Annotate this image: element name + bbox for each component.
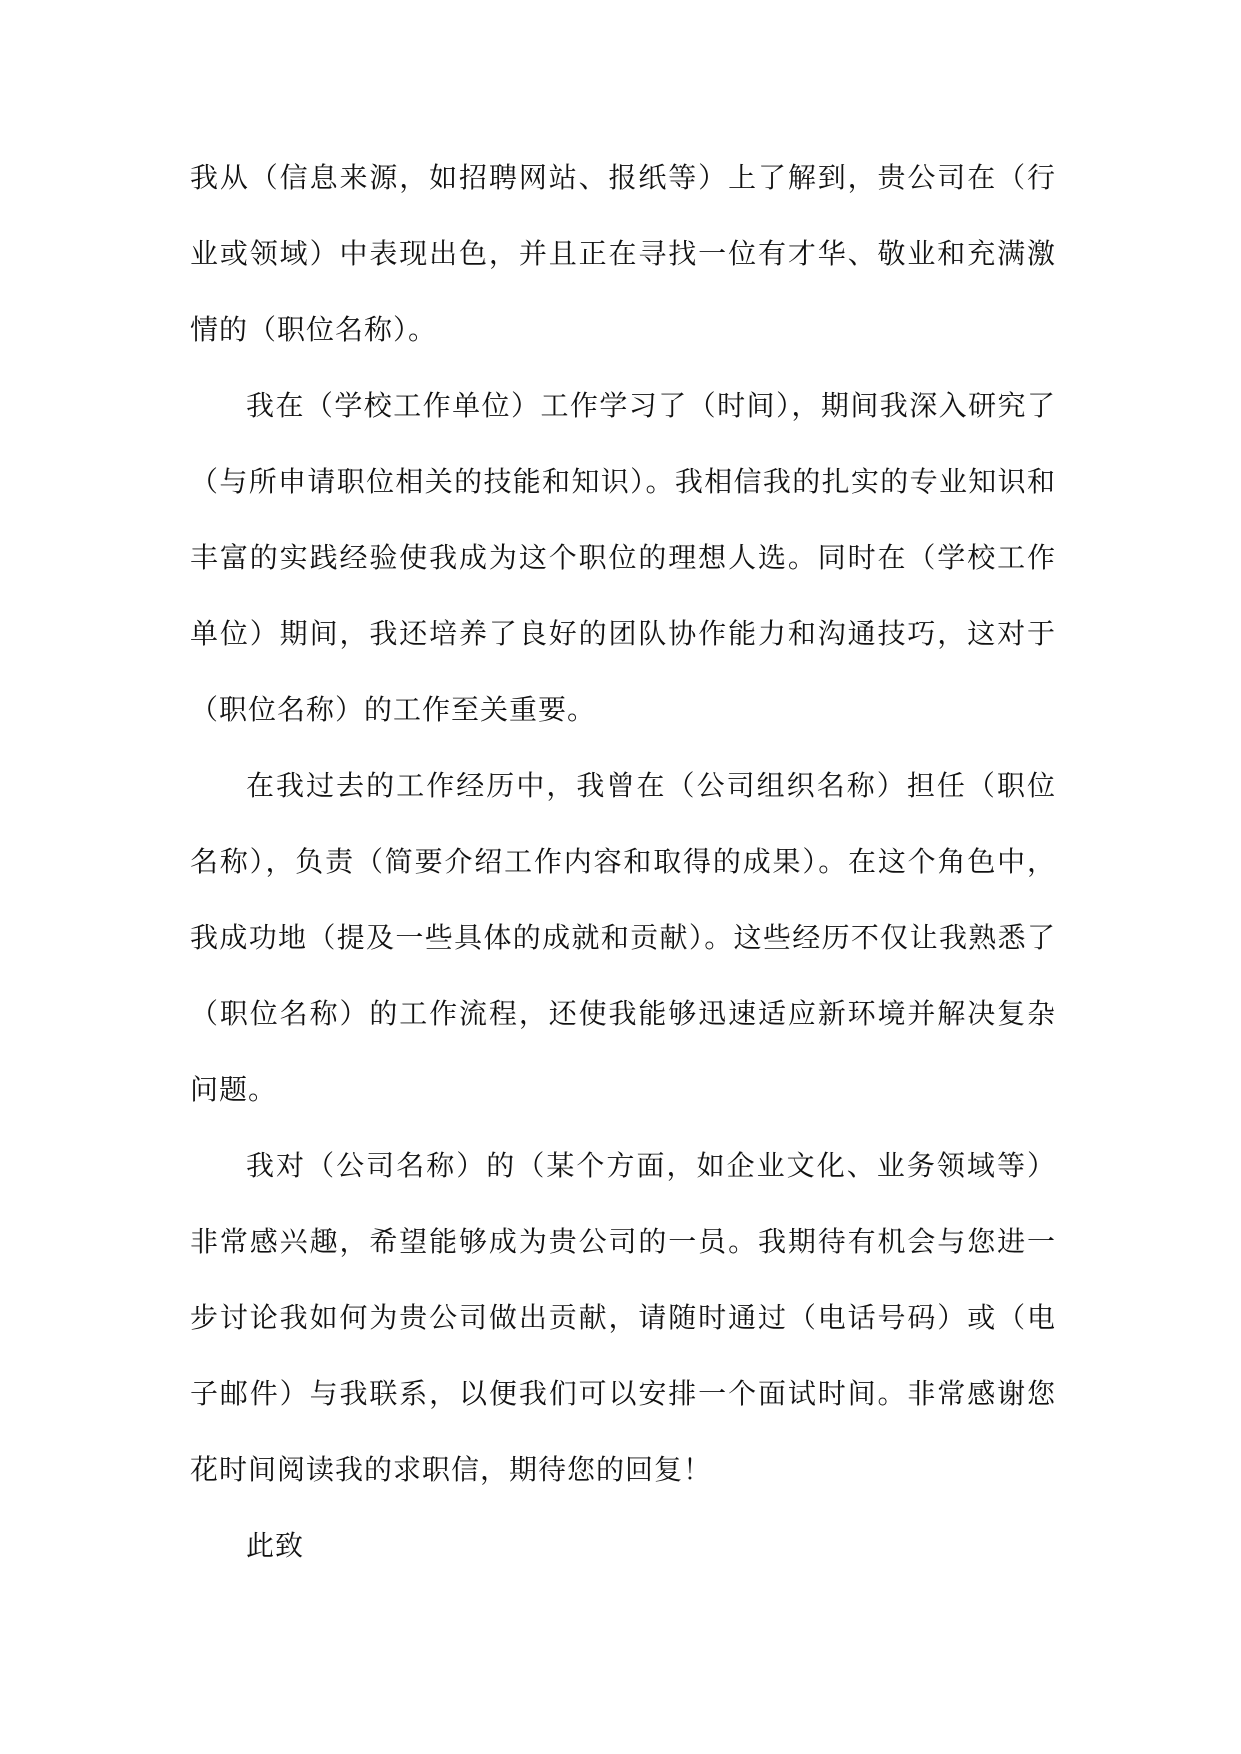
paragraph-interest-contact: 我对（公司名称）的（某个方面，如企业文化、业务领域等）非常感兴趣，希望能够成为贵公司的一员。我期待有机会与您进一步讨论我如何为贵公司做出贡献，请随时通过（电话号码）或（电子邮件）与我联系，以便我们可以安排一个面试时间。非常感谢您花时间阅读我的求职信，期待您的回复！ bbox=[190, 1149, 1056, 1486]
paragraph-info-source: 我从（信息来源，如招聘网站、报纸等）上了解到，贵公司在（行业或领域）中表现出色，并且正在寻找一位有才华、敬业和充满激情的（职位名称）。 bbox=[190, 161, 1056, 346]
letter-body bbox=[190, 140, 1056, 1584]
paragraph-education: 我在（学校工作单位）工作学习了（时间），期间我深入研究了（与所申请职位相关的技能和知识）。我相信我的扎实的专业知识和丰富的实践经验使我成为这个职位的理想人选。同时在（学校工作单位）期间，我还培养了良好的团队协作能力和沟通技巧，这对于（职位名称）的工作至关重要。 bbox=[190, 389, 1056, 726]
closing-salutation: 此致 bbox=[246, 1529, 305, 1562]
paragraph-work-experience: 在我过去的工作经历中，我曾在（公司组织名称）担任（职位名称），负责（简要介绍工作内容和取得的成果）。在这个角色中，我成功地（提及一些具体的成就和贡献）。这些经历不仅让我熟悉了（职位名称）的工作流程，还使我能够迅速适应新环境并解决复杂问题。 bbox=[190, 769, 1056, 1106]
